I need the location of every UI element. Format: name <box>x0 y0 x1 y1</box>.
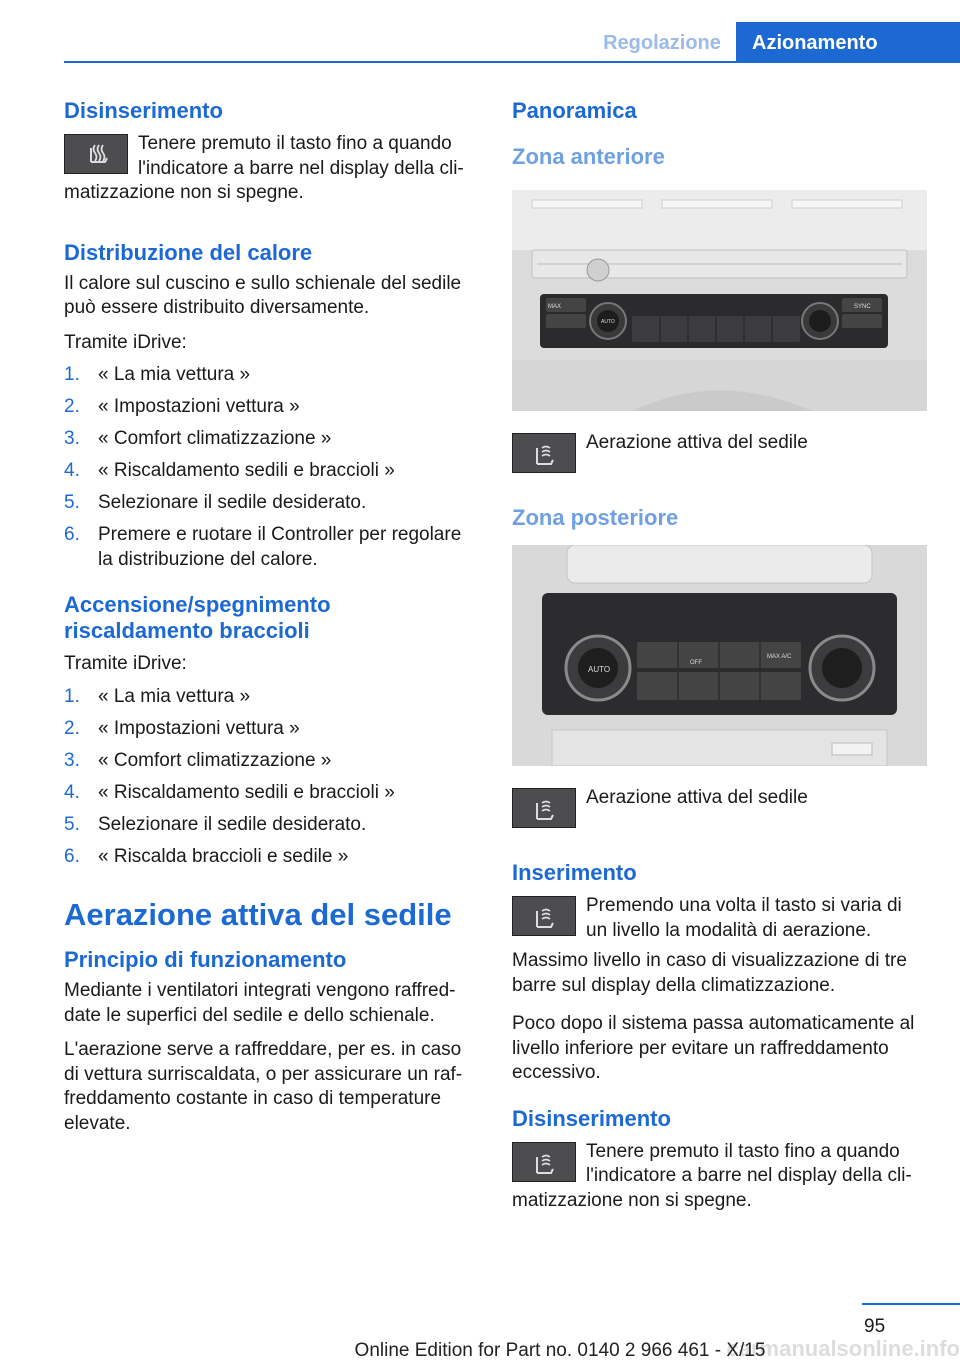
tab-azionamento[interactable]: Azionamento <box>736 22 960 62</box>
list-number: 3. <box>64 428 80 449</box>
list-text: « Riscaldamento sedili e braccioli » <box>98 460 395 481</box>
distribuzione-paragraph: Il calore sul cuscino e sullo schienale del sedile può essere distribuito diversamente. <box>64 272 462 318</box>
steps-list-2 <box>64 685 479 870</box>
inserimento-text: Premendo una volta il tasto si varia di un livello la modalità di aerazione. <box>586 895 902 941</box>
list-number: 5. <box>64 813 80 835</box>
heading-disinserimento: Disinserimento <box>64 98 223 123</box>
heading-disinserimento-2: Disinserimento <box>512 1105 671 1131</box>
right-column <box>512 98 927 1213</box>
list-number: 2. <box>64 396 80 417</box>
list-text: « Comfort climatizzazione » <box>98 428 332 449</box>
list-text: « La mia vettura » <box>98 685 251 707</box>
list-number: 1. <box>64 685 80 707</box>
list-text: Selezionare il sedile desiderato. <box>98 813 367 835</box>
list-item <box>64 717 479 742</box>
list-text: « Riscaldamento sedili e braccioli » <box>98 781 395 803</box>
list-item <box>64 427 479 452</box>
seat-ventilation-button-icon <box>512 1142 576 1182</box>
principio-paragraph-2: L'aerazione serve a raffreddare, per es. in caso di vettura surriscaldata, o per assicurare un raf-freddamento costante in caso di temperature elevate. <box>64 1039 463 1134</box>
list-item <box>64 491 479 516</box>
header-rule <box>64 61 960 63</box>
list-text: Premere e ruotare il Controller per regolare la distribuzione del calore. <box>98 524 462 570</box>
rear-off-label: OFF <box>690 660 702 666</box>
rear-auto-label: AUTO <box>588 665 611 674</box>
disinserimento-2-text-cont: matizzazione non si spegne. <box>512 1189 752 1211</box>
list-text: Selezionare il sedile desiderato. <box>98 492 367 513</box>
disinserimento-text: Tenere premuto il tasto fino a quando l'indicatore a barre nel display della cli- <box>138 133 464 179</box>
seat-ventilation-button-icon <box>512 896 576 936</box>
disinserimento-text-cont: matizzazione non si spegne. <box>64 182 304 203</box>
list-number: 1. <box>64 364 80 385</box>
list-number: 6. <box>64 845 80 867</box>
list-number: 4. <box>64 781 80 803</box>
front-sync-label: SYNC <box>854 304 871 310</box>
poco-dopo-paragraph: Poco dopo il sistema passa automaticamente al livello inferiore per evitare un raffreddamento eccessivo. <box>512 1013 915 1083</box>
list-number: 3. <box>64 749 80 771</box>
list-item <box>64 781 479 806</box>
inserimento-row <box>512 894 927 943</box>
disinserimento-2-text: Tenere premuto il tasto fino a quando l'indicatore a barre nel display della cli- <box>586 1140 912 1186</box>
list-number: 5. <box>64 492 80 513</box>
heading-aerazione: Aerazione attiva del sedile <box>64 897 452 932</box>
edition-footer: Online Edition for Part no. 0140 2 966 461 - X/15 <box>354 1340 766 1361</box>
list-number: 4. <box>64 460 80 481</box>
disinserimento-row-2 <box>512 1140 927 1189</box>
tramite-idrive-2: Tramite iDrive: <box>64 653 187 674</box>
heading-accensione: Accensione/spegnimento riscaldamento braccioli <box>64 592 331 643</box>
list-number: 6. <box>64 524 80 545</box>
seat-ventilation-button-icon <box>512 433 576 473</box>
list-text: « Riscalda braccioli e sedile » <box>98 845 349 867</box>
list-text: « La mia vettura » <box>98 364 251 385</box>
front-auto-label: AUTO <box>601 319 615 325</box>
heading-distribuzione: Distribuzione del calore <box>64 239 313 265</box>
tramite-idrive-1: Tramite iDrive: <box>64 331 187 353</box>
page-number: 95 <box>864 1316 886 1337</box>
list-item <box>64 845 479 870</box>
caption-row-front <box>512 431 927 477</box>
seat-ventilation-button-icon <box>512 788 576 828</box>
heading-zona-posteriore: Zona posteriore <box>512 505 679 530</box>
list-text: « Impostazioni vettura » <box>98 717 300 739</box>
seat-heating-button-icon <box>64 134 128 174</box>
list-item <box>64 363 479 388</box>
caption-rear: Aerazione attiva del sedile <box>586 787 808 808</box>
heading-panoramica: Panoramica <box>512 98 637 123</box>
list-text: « Comfort climatizzazione » <box>98 749 332 771</box>
principio-paragraph-1: Mediante i ventilatori integrati vengono raffred-date le superfici del sedile e dello schienale. <box>64 980 456 1026</box>
list-item <box>64 459 479 484</box>
watermark-text: carmanualsonline.info <box>726 1336 960 1361</box>
front-max-label: MAX <box>548 304 562 310</box>
list-text: « Impostazioni vettura » <box>98 396 300 417</box>
list-number: 2. <box>64 717 80 739</box>
list-item <box>64 523 479 572</box>
list-item <box>64 685 479 710</box>
icon-text-row <box>64 132 479 181</box>
steps-list-1 <box>64 363 479 572</box>
massimo-paragraph: Massimo livello in caso di visualizzazione di tre barre sul display della climatizzazione. <box>512 950 907 996</box>
rear-climate-panel-photo <box>512 545 927 766</box>
caption-row-rear <box>512 786 927 832</box>
caption-front: Aerazione attiva del sedile <box>586 432 808 453</box>
tab-regolazione[interactable]: Regolazione <box>603 32 721 54</box>
front-climate-panel-photo <box>512 190 927 411</box>
left-column <box>64 98 479 1136</box>
heading-inserimento: Inserimento <box>512 860 637 885</box>
list-item <box>64 813 479 838</box>
rear-maxac-label: MAX A/C <box>767 654 792 660</box>
heading-principio: Principio di funzionamento <box>64 947 347 972</box>
footer-rule <box>862 1303 960 1305</box>
heading-zona-anteriore: Zona anteriore <box>512 144 665 169</box>
list-item <box>64 749 479 774</box>
list-item <box>64 395 479 420</box>
